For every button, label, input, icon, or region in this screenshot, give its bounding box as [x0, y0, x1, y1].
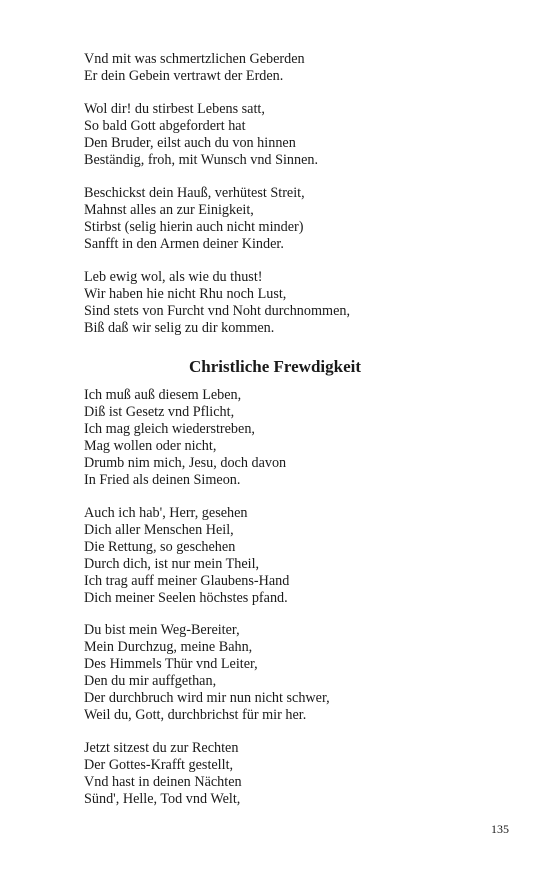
verse-line: Dich meiner Seelen höchstes pfand. [84, 590, 288, 606]
verse-line: Sind stets von Furcht vnd Noht durchnommen, [84, 303, 351, 319]
verse-line: Durch dich, ist nur mein Theil, [84, 556, 260, 572]
verse-line: Die Rettung, so geschehen [84, 539, 236, 555]
stanza [84, 505, 484, 607]
verse-line: Sanfft in den Armen deiner Kinder. [84, 236, 284, 252]
verse-line: Wol dir! du stirbest Lebens satt, [84, 101, 265, 117]
verse-line: Wir haben hie nicht Rhu noch Lust, [84, 286, 287, 302]
verse-line: Weil du, Gott, durchbrichst für mir her. [84, 707, 307, 723]
stanza [84, 101, 484, 169]
verse-line: Vnd mit was schmertzlichen Geberden [84, 51, 305, 67]
poem-title: Christliche Frewdigkeit [188, 357, 362, 376]
verse-line: Er dein Gebein vertrawt der Erden. [84, 68, 284, 84]
verse-line: Mahnst alles an zur Einigkeit, [84, 202, 254, 218]
verse-line: Mag wollen oder nicht, [84, 438, 217, 454]
verse-line: Der durchbruch wird mir nun nicht schwer, [84, 690, 330, 706]
verse-line: Jetzt sitzest du zur Rechten [84, 740, 239, 756]
stanza [84, 51, 484, 85]
verse-line: Stirbst (selig hierin auch nicht minder) [84, 219, 304, 235]
verse-line: Vnd hast in deinen Nächten [84, 774, 242, 790]
verse-line: Leb ewig wol, als wie du thust! [84, 269, 263, 285]
verse-line: Dich aller Menschen Heil, [84, 522, 234, 538]
verse-line: Mein Durchzug, meine Bahn, [84, 639, 253, 655]
verse-line: Beschickst dein Hauß, verhütest Streit, [84, 185, 305, 201]
stanza [84, 387, 484, 489]
verse-line: So bald Gott abgefordert hat [84, 118, 246, 134]
verse-line: Ich trag auff meiner Glaubens-Hand [84, 573, 290, 589]
stanza [84, 622, 484, 724]
verse-line: Du bist mein Weg-Bereiter, [84, 622, 240, 638]
verse-line: Beständig, froh, mit Wunsch vnd Sinnen. [84, 152, 319, 168]
verse-line: Drumb nim mich, Jesu, doch davon [84, 455, 287, 471]
verse-line: Diß ist Gesetz vnd Pflicht, [84, 404, 235, 420]
verse-line: Der Gottes-Krafft gestellt, [84, 757, 234, 773]
stanza [84, 269, 484, 337]
verse-line: Sünd', Helle, Tod vnd Welt, [84, 791, 241, 807]
verse-line: Des Himmels Thür vnd Leiter, [84, 656, 258, 672]
verse-line: Ich muß auß diesem Leben, [84, 387, 242, 403]
stanza [84, 185, 484, 253]
stanza [84, 740, 484, 808]
verse-line: Biß daß wir selig zu dir kommen. [84, 320, 275, 336]
verse-line: In Fried als deinen Simeon. [84, 472, 241, 488]
page-number: 135 [491, 822, 509, 836]
verse-line: Ich mag gleich wiederstreben, [84, 421, 255, 437]
verse-line: Auch ich hab', Herr, gesehen [84, 505, 248, 521]
verse-line: Den Bruder, eilst auch du von hinnen [84, 135, 296, 151]
verse-line: Den du mir auffgethan, [84, 673, 217, 689]
